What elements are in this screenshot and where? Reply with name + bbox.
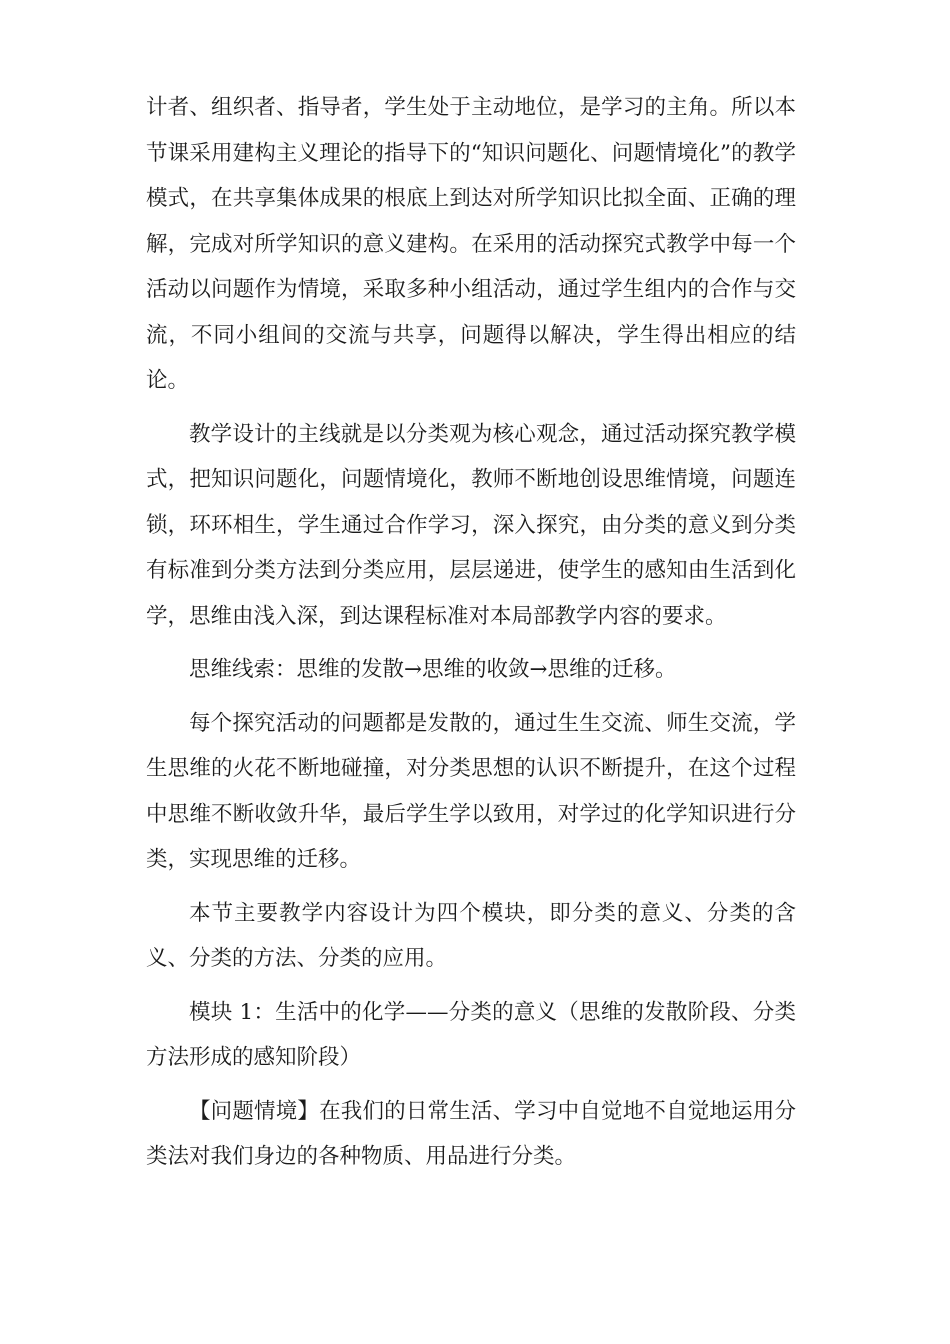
paragraph-problem-situation: 【问题情境】在我们的日常生活、学习中自觉地不自觉地运用分类法对我们身边的各种物质、用品进行分类。 xyxy=(146,1098,796,1169)
paragraph-main-line: 教学设计的主线就是以分类观为核心观念，通过活动探究教学模式，把知识问题化，问题情境化，教师不断地创设思维情境，问题连锁，环环相生，学生通过合作学习，深入探究，由分类的意义到分类有标准到分类方法到分类应用，层层递进，使学生的感知由生活到化学，思维由浅入深，到达课程标准对本局部教学内容的要求。 xyxy=(146,421,796,629)
paragraph-continued: 计者、组织者、指导者，学生处于主动地位，是学习的主角。所以本节课采用建构主义理论的指导下的“知识问题化、问题情境化”的教学模式，在共享集体成果的根底上到达对所学知识比拟全面、正确的理解，完成对所学知识的意义建构。在采用的活动探究式教学中每一个活动以问题作为情境，采取多种小组活动，通过学生组内的合作与交流，不同小组间的交流与共享，问题得以解决，学生得出相应的结论。 xyxy=(146,95,796,393)
paragraph-module-1: 模块 1：生活中的化学——分类的意义（思维的发散阶段、分类方法形成的感知阶段） xyxy=(146,999,796,1070)
paragraph-thinking-clue: 思维线索：思维的发散→思维的收敛→思维的迁移。 xyxy=(189,657,677,682)
paragraph-four-modules: 本节主要教学内容设计为四个模块，即分类的意义、分类的含义、分类的方法、分类的应用。 xyxy=(146,900,796,971)
document-body xyxy=(146,85,796,1188)
paragraph-inquiry-activity: 每个探究活动的问题都是发散的，通过生生交流、师生交流，学生思维的火花不断地碰撞，对分类思想的认识不断提升，在这个过程中思维不断收敛升华，最后学生学以致用，对学过的化学知识进行分类，实现思维的迁移。 xyxy=(146,710,796,872)
